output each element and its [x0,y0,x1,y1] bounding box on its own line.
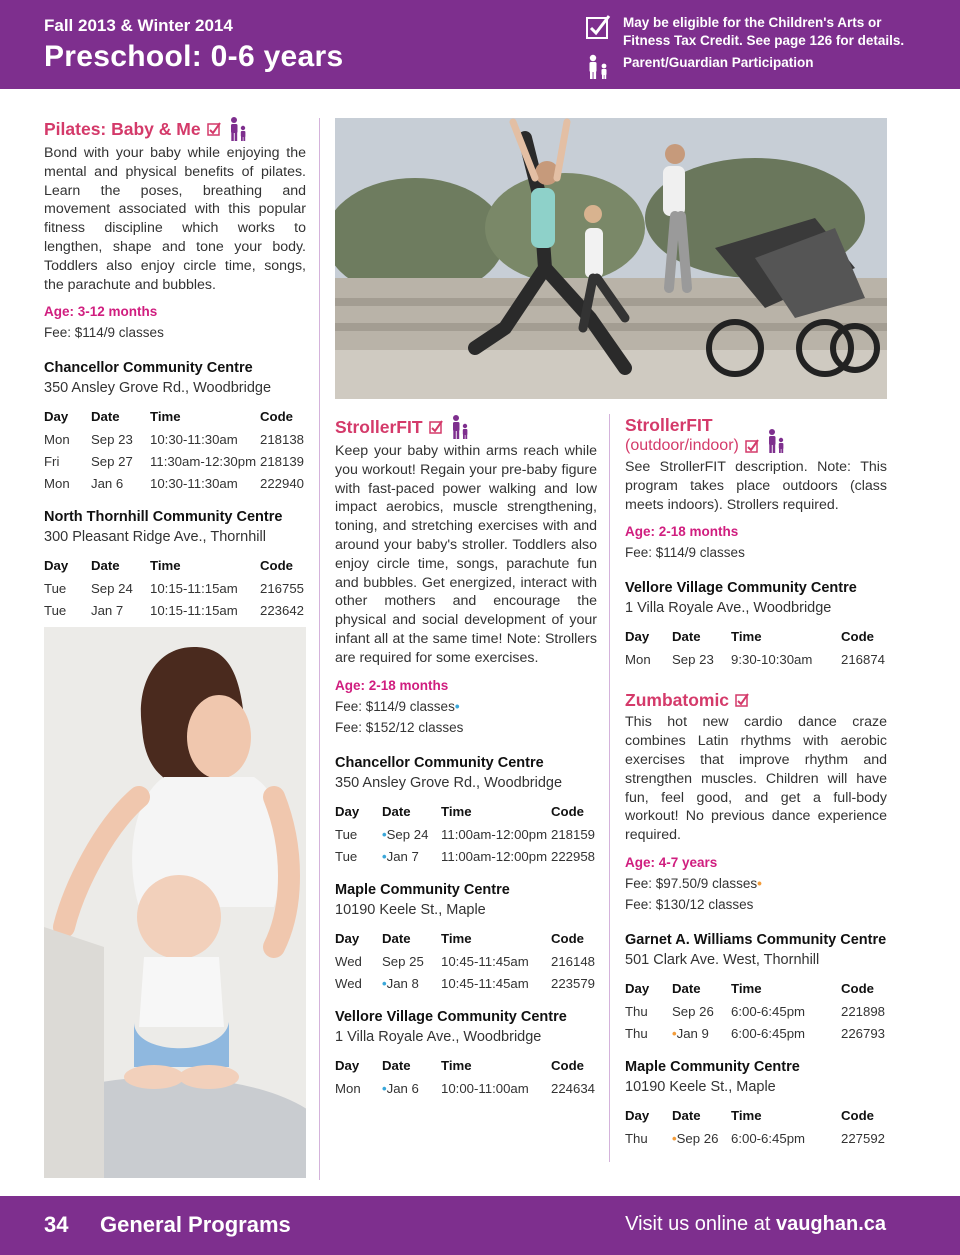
column-header: Code [551,930,584,946]
legend-tax-text: May be eligible for the Children's Arts or Fitness Tax Credit. See page 126 for details. [623,15,905,48]
table-row [335,824,597,846]
table-row [44,429,306,451]
table-cell [731,1023,841,1045]
cell-text: 6:00-6:45pm [731,1130,806,1146]
fee-text: Fee: $97.50/9 classes [625,875,758,891]
cell-text: 223579 [551,975,596,991]
cell-text: Thu [625,1130,648,1146]
schedule-table [335,931,597,995]
table-cell [91,451,150,473]
table-row [44,451,306,473]
cell-text: 222958 [551,848,596,864]
cell-text: Jan 8 [386,975,419,991]
column-header: Code [551,1057,584,1073]
fee: Fee: $114/9 classes [44,325,164,341]
cell-text: 10:15-11:15am [150,581,238,597]
column-header: Date [672,980,701,996]
column-header: Time [150,558,181,574]
table-cell [441,1078,551,1100]
table-row [44,600,306,622]
column-header: Date [382,803,411,819]
table-cell [44,473,91,495]
table-cell [91,600,150,622]
page-title: Preschool: 0-6 years [44,40,344,73]
column-header: Day [335,1057,360,1073]
centre-name: Vellore Village Community Centre [625,580,857,597]
table-cell [91,578,150,600]
column-header: Code [551,803,584,819]
program-note: Note: Strollers are required for some exercises. [335,630,597,666]
legend-parent [585,54,814,80]
program-title [335,414,597,440]
fee [335,699,597,714]
column-header: Date [382,1057,411,1073]
cell-text: 221898 [841,1003,886,1019]
centre-address: 10190 Keele St., Maple [335,901,486,918]
cell-text: Mon [335,1080,361,1096]
schedule-header-row [625,1108,887,1128]
cell-text: Sep 23 [672,652,714,668]
description-text: See StrollerFIT description. [625,459,808,475]
table-cell [382,951,441,973]
table-row [625,1128,887,1150]
description-text: Keep your baby within arms reach while you workout! Regain your pre-baby figure with fast-paced power walking and low impact aerobics, muscle strengthening, toning, and stretching exercises with and around your baby's stroller. Toddlers also enjoy circle time, songs, parachute fun and bubbles. Get energized, interact with other mothers and encourage the physical and social development of your infant all at the same time! [335,443,597,647]
program-title-text: Zumbatomic [625,690,730,711]
table-cell [551,951,597,973]
table-cell [382,846,441,868]
centre-address: 350 Ansley Grove Rd., Woodbridge [335,774,563,791]
table-row [625,649,887,671]
cell-text: 224634 [551,1080,596,1096]
orange-dot-marker: • [757,875,762,891]
schedule-header-row [44,409,306,429]
table-cell [260,578,306,600]
column-header: Date [672,1107,701,1123]
column-header: Day [625,1107,650,1123]
program-title-text: StrollerFIT [625,415,713,435]
column-header: Day [44,409,69,425]
table-cell [335,951,382,973]
table-cell [44,600,91,622]
table-cell [625,1023,672,1045]
cell-text: 6:00-6:45pm [731,1003,806,1019]
parent-child-icon [585,54,611,80]
table-cell [91,429,150,451]
mother-baby-illustration [44,627,306,1178]
table-cell [335,973,382,995]
page-header [0,0,960,89]
table-cell [841,649,887,671]
table-cell [625,649,672,671]
age-range: Age: 3-12 months [44,304,158,320]
legend-tax-credit [585,14,923,50]
season-label: Fall 2013 & Winter 2014 [44,16,233,35]
table-cell [335,824,382,846]
cell-text: 10:45-11:45am [441,953,529,969]
table-cell [551,846,597,868]
table-cell [731,1001,841,1023]
table-cell [335,1078,382,1100]
cell-text: 10:00-11:00am [441,1080,529,1096]
centre-name: Garnet A. Williams Community Centre [625,931,887,948]
cell-text: Sep 27 [91,454,133,470]
table-cell [441,951,551,973]
cell-text: Sep 26 [676,1130,719,1146]
cell-text: Tue [44,603,67,619]
table-row [335,1078,597,1100]
cell-text: 216755 [260,581,305,597]
column-header: Date [91,558,120,574]
column-header: Date [382,930,411,946]
age-range: Age: 4-7 years [625,854,718,870]
table-cell [625,1128,672,1150]
column-header: Time [150,409,181,425]
section-name: General Programs [100,1212,291,1237]
website-link[interactable] [625,1213,886,1236]
cell-text: 218159 [551,826,596,842]
column-header: Time [731,1107,762,1123]
cell-text: Sep 26 [672,1003,714,1019]
table-cell [441,846,551,868]
visit-text: Visit us online at [625,1213,771,1235]
fee: Fee: $130/12 classes [625,896,754,912]
cell-text: Sep 25 [382,953,424,969]
stroller-workout-photo [335,118,887,399]
mother-baby-photo [44,627,306,1178]
cell-text: 11:00am-12:00pm [441,848,548,864]
community-centre [335,1009,597,1100]
table-cell [625,1001,672,1023]
pilates-section [44,116,306,622]
cell-text: 9:30-10:30am [731,652,813,668]
table-cell [150,429,260,451]
table-cell [150,473,260,495]
column-header: Time [441,1057,472,1073]
page-footer [0,1196,960,1255]
table-cell [335,846,382,868]
centre-name: Vellore Village Community Centre [335,1008,567,1025]
fee-text: Fee: $114/9 classes [335,698,455,714]
table-cell [672,1128,731,1150]
cell-text: Fri [44,454,60,470]
community-centre [625,580,887,671]
table-cell [841,1001,887,1023]
parent-participation-icon [765,428,787,454]
table-cell [441,973,551,995]
column-header: Date [91,409,120,425]
cell-text: Wed [335,953,362,969]
cell-text: Mon [625,652,651,668]
schedule-header-row [44,558,306,578]
cell-text: 6:00-6:45pm [731,1025,806,1041]
age-range: Age: 2-18 months [335,677,449,693]
orange-dot-marker: • [672,1130,677,1146]
table-row [625,1023,887,1045]
cell-text: Jan 6 [91,476,124,492]
table-cell [260,429,306,451]
schedule-header-row [335,1058,597,1078]
schedule-table [625,1108,887,1150]
cell-text: Jan 6 [386,1080,419,1096]
blue-dot-marker: • [454,698,460,714]
column-header: Day [335,803,360,819]
website-url[interactable]: vaughan.ca [775,1213,886,1235]
blue-dot-marker: • [382,826,387,842]
table-cell [441,824,551,846]
fee [625,876,887,891]
centre-address: 501 Clark Ave. West, Thornhill [625,951,820,968]
program-note: Note: This program takes place outdoors (class meets indoors). Strollers required. [625,459,887,513]
centre-name: Chancellor Community Centre [335,754,544,771]
community-centre [44,360,306,495]
centre-address: 300 Pleasant Ridge Ave., Thornhill [44,529,266,546]
cell-text: Sep 23 [91,432,133,448]
tax-credit-icon [735,693,749,707]
program-description: This hot new cardio dance craze combines Latin rhythms with aerobic exercises that improve rhythm and strengthen muscles. Children will have fun, feel good, and get a full-body workout! No previous dance experience required. [625,714,887,844]
cell-text: 11:30am-12:30pm [150,454,257,470]
table-cell [150,451,260,473]
table-cell [551,824,597,846]
column-header: Day [335,930,360,946]
blue-dot-marker: • [382,848,387,864]
table-cell [672,1023,731,1045]
program-subtitle-text: (outdoor/indoor) [625,437,739,454]
column-header: Code [841,1107,874,1123]
centre-address: 10190 Keele St., Maple [625,1078,776,1095]
column-header: Code [841,980,874,996]
parent-participation-icon [227,116,249,142]
table-cell [731,1128,841,1150]
column-header: Time [441,803,472,819]
program-title [625,414,887,436]
cell-text: Wed [335,975,362,991]
schedule-table [625,981,887,1045]
centre-address: 1 Villa Royale Ave., Woodbridge [335,1028,542,1045]
program-subtitle [625,436,887,456]
program-title-text: Pilates: Baby & Me [44,119,201,139]
table-cell [260,600,306,622]
column-header: Time [731,629,762,645]
centre-name: Maple Community Centre [335,881,510,898]
community-centre [625,932,887,1045]
cell-text: Tue [335,826,358,842]
stroller-workout-illustration [335,118,887,399]
cell-text: 227592 [841,1130,886,1146]
community-centre [44,509,306,622]
cell-text: Jan 9 [676,1025,709,1041]
cell-text: 218138 [260,432,305,448]
table-cell [44,578,91,600]
program-title [625,689,887,711]
column-header: Day [44,558,69,574]
cell-text: 11:00am-12:00pm [441,826,548,842]
centre-name: Chancellor Community Centre [44,360,253,377]
program-title [44,116,306,142]
column-header: Code [260,409,293,425]
cell-text: Jan 7 [386,848,419,864]
centre-name: North Thornhill Community Centre [44,509,283,526]
cell-text: 10:45-11:45am [441,975,529,991]
table-row [335,951,597,973]
cell-text: 10:30-11:30am [150,432,238,448]
table-cell [260,451,306,473]
table-cell [551,973,597,995]
table-cell [91,473,150,495]
program-description [625,458,887,514]
schedule-table [44,558,306,622]
cell-text: 222940 [260,476,305,492]
table-cell [731,649,841,671]
schedule-header-row [625,981,887,1001]
schedule-table [44,409,306,495]
community-centre [335,755,597,868]
schedule-header-row [335,931,597,951]
column-header: Code [260,558,293,574]
table-row [335,973,597,995]
schedule-header-row [625,629,887,649]
fee: Fee: $152/12 classes [335,719,464,735]
table-row [44,473,306,495]
community-centre [625,1059,887,1150]
table-row [335,846,597,868]
table-cell [841,1023,887,1045]
cell-text: Tue [44,581,67,597]
cell-text: Jan 7 [91,603,124,619]
column-header: Date [672,629,701,645]
column-divider [609,414,610,1162]
cell-text: 216874 [841,652,886,668]
column-header: Code [841,629,874,645]
schedule-table [335,1058,597,1100]
strollerfit-section [335,414,597,1100]
cell-text: 216148 [551,953,596,969]
table-cell [382,1078,441,1100]
table-cell [150,600,260,622]
table-cell [382,973,441,995]
fee: Fee: $114/9 classes [625,545,745,561]
cell-text: 218139 [260,454,305,470]
tax-credit-icon [207,122,221,136]
parent-participation-icon [449,414,471,440]
checkbox-icon [585,14,611,40]
column-divider [319,118,320,1180]
cell-text: Mon [44,432,70,448]
blue-dot-marker: • [382,1080,387,1096]
centre-name: Maple Community Centre [625,1058,800,1075]
table-cell [551,1078,597,1100]
orange-dot-marker: • [672,1025,677,1041]
schedule-table [625,629,887,671]
table-cell [260,473,306,495]
program-description: Bond with your baby while enjoying the mental and physical benefits of pilates. Learn the poses, breathing and movement associated with this popular fitness discipline which works to lengthen, shape and tone your body. Toddlers also enjoy circle time, songs, the parachute and bubbles. [44,145,306,293]
age-range: Age: 2-18 months [625,524,739,540]
strollerfit-outdoor-section [625,414,887,1150]
community-centre [335,882,597,995]
table-cell [382,824,441,846]
centre-address: 350 Ansley Grove Rd., Woodbridge [44,380,272,397]
cell-text: Sep 24 [91,581,133,597]
table-cell [44,429,91,451]
cell-text: 223642 [260,603,305,619]
column-header: Time [441,930,472,946]
cell-text: 10:15-11:15am [150,603,238,619]
column-header: Time [731,980,762,996]
tax-credit-icon [429,420,443,434]
cell-text: Sep 24 [386,826,429,842]
page-number: 34 [44,1212,69,1237]
cell-text: Thu [625,1003,648,1019]
table-cell [44,451,91,473]
schedule-header-row [335,804,597,824]
legend-parent-text: Parent/Guardian Participation [623,55,814,70]
column-header: Day [625,980,650,996]
table-row [625,1001,887,1023]
tax-credit-icon [745,439,759,453]
column-header: Day [625,629,650,645]
program-description [335,442,597,668]
blue-dot-marker: • [382,975,387,991]
table-cell [150,578,260,600]
program-title-text: StrollerFIT [335,417,423,437]
cell-text: Tue [335,848,358,864]
cell-text: Thu [625,1025,648,1041]
table-cell [672,1001,731,1023]
cell-text: Mon [44,476,70,492]
table-cell [841,1128,887,1150]
table-cell [672,649,731,671]
table-row [44,578,306,600]
cell-text: 10:30-11:30am [150,476,238,492]
centre-address: 1 Villa Royale Ave., Woodbridge [625,600,832,617]
schedule-table [335,804,597,868]
cell-text: 226793 [841,1025,886,1041]
